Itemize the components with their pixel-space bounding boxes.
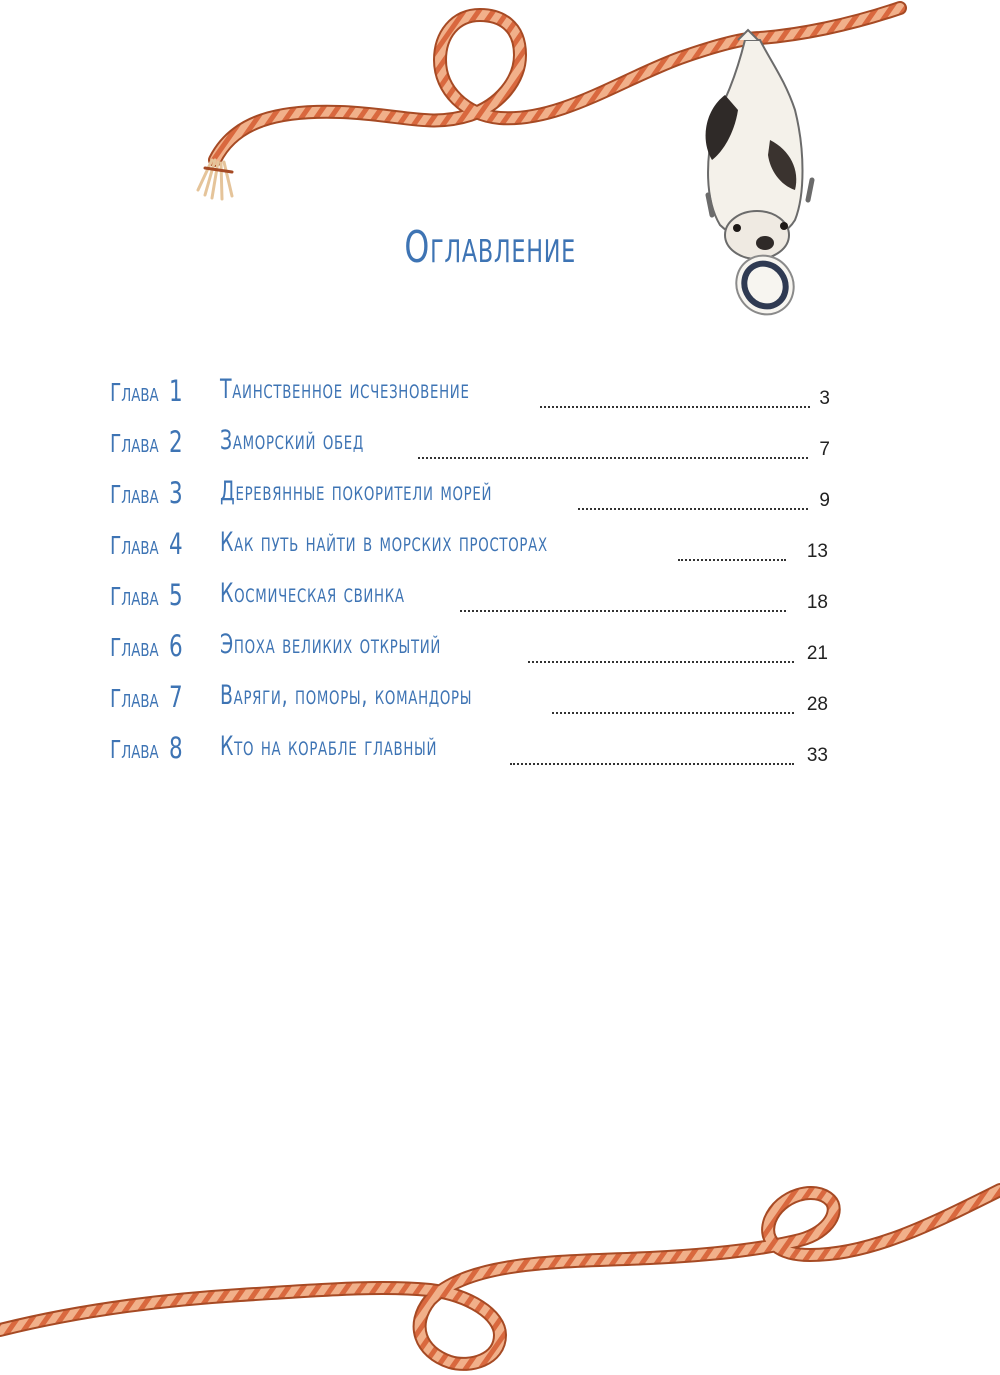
chapter-title: Таинственное исчезновение (220, 374, 470, 405)
chapter-number: 3 (168, 476, 183, 510)
toc-entry[interactable] (0, 423, 1000, 467)
chapter-title: Варяги, поморы, командоры (220, 680, 473, 711)
toc-entry[interactable] (0, 576, 1000, 620)
page-number: 9 (819, 490, 830, 511)
chapter-number: 1 (168, 374, 183, 408)
page-number: 18 (806, 592, 828, 613)
chapter-number: 5 (168, 578, 183, 612)
chapter-title: Как путь найти в морских просторах (220, 527, 548, 558)
page-number: 21 (806, 643, 828, 664)
chapter-title: Эпоха великих открытий (220, 629, 442, 660)
chapter-label (110, 374, 183, 408)
chapter-label (110, 425, 183, 459)
dot-leader (460, 590, 786, 612)
chapter-label (110, 578, 183, 612)
dot-leader (418, 437, 808, 459)
bottom-rope (0, 1190, 1000, 1364)
toc-entry[interactable] (0, 729, 1000, 773)
page-number: 7 (819, 439, 830, 460)
chapter-word: Глава (110, 735, 159, 764)
chapter-label (110, 731, 183, 765)
dot-leader (678, 539, 786, 561)
chapter-number: 8 (168, 731, 183, 765)
page-title: Оглавление (404, 222, 576, 273)
toc-entry[interactable] (0, 678, 1000, 722)
chapter-number: 4 (168, 527, 183, 561)
toc-entry[interactable] (0, 372, 1000, 416)
chapter-number: 6 (168, 629, 183, 663)
page-number: 13 (806, 541, 828, 562)
chapter-label (110, 527, 183, 561)
chapter-word: Глава (110, 531, 159, 560)
chapter-number: 2 (168, 425, 183, 459)
chapter-label (110, 629, 183, 663)
chapter-word: Глава (110, 480, 159, 509)
chapter-title: Космическая свинка (220, 578, 405, 609)
chapter-word: Глава (110, 633, 159, 662)
chapter-word: Глава (110, 582, 159, 611)
dot-leader (510, 743, 794, 765)
page-number: 28 (806, 694, 828, 715)
chapter-word: Глава (110, 684, 159, 713)
chapter-word: Глава (110, 429, 159, 458)
dot-leader (552, 692, 794, 714)
page-number: 3 (819, 388, 830, 409)
chapter-label (110, 476, 183, 510)
chapter-title: Заморский обед (220, 425, 365, 456)
chapter-label (110, 680, 183, 714)
chapter-number: 7 (168, 680, 183, 714)
chapter-title: Кто на корабле главный (220, 731, 438, 762)
toc-entry[interactable] (0, 474, 1000, 518)
dot-leader (578, 488, 808, 510)
page-number: 33 (806, 745, 828, 766)
toc-entry[interactable] (0, 525, 1000, 569)
chapter-title: Деревянные покорители морей (220, 476, 493, 507)
dot-leader (528, 641, 794, 663)
dot-leader (540, 386, 810, 408)
chapter-word: Глава (110, 378, 159, 407)
toc-entry[interactable] (0, 627, 1000, 671)
